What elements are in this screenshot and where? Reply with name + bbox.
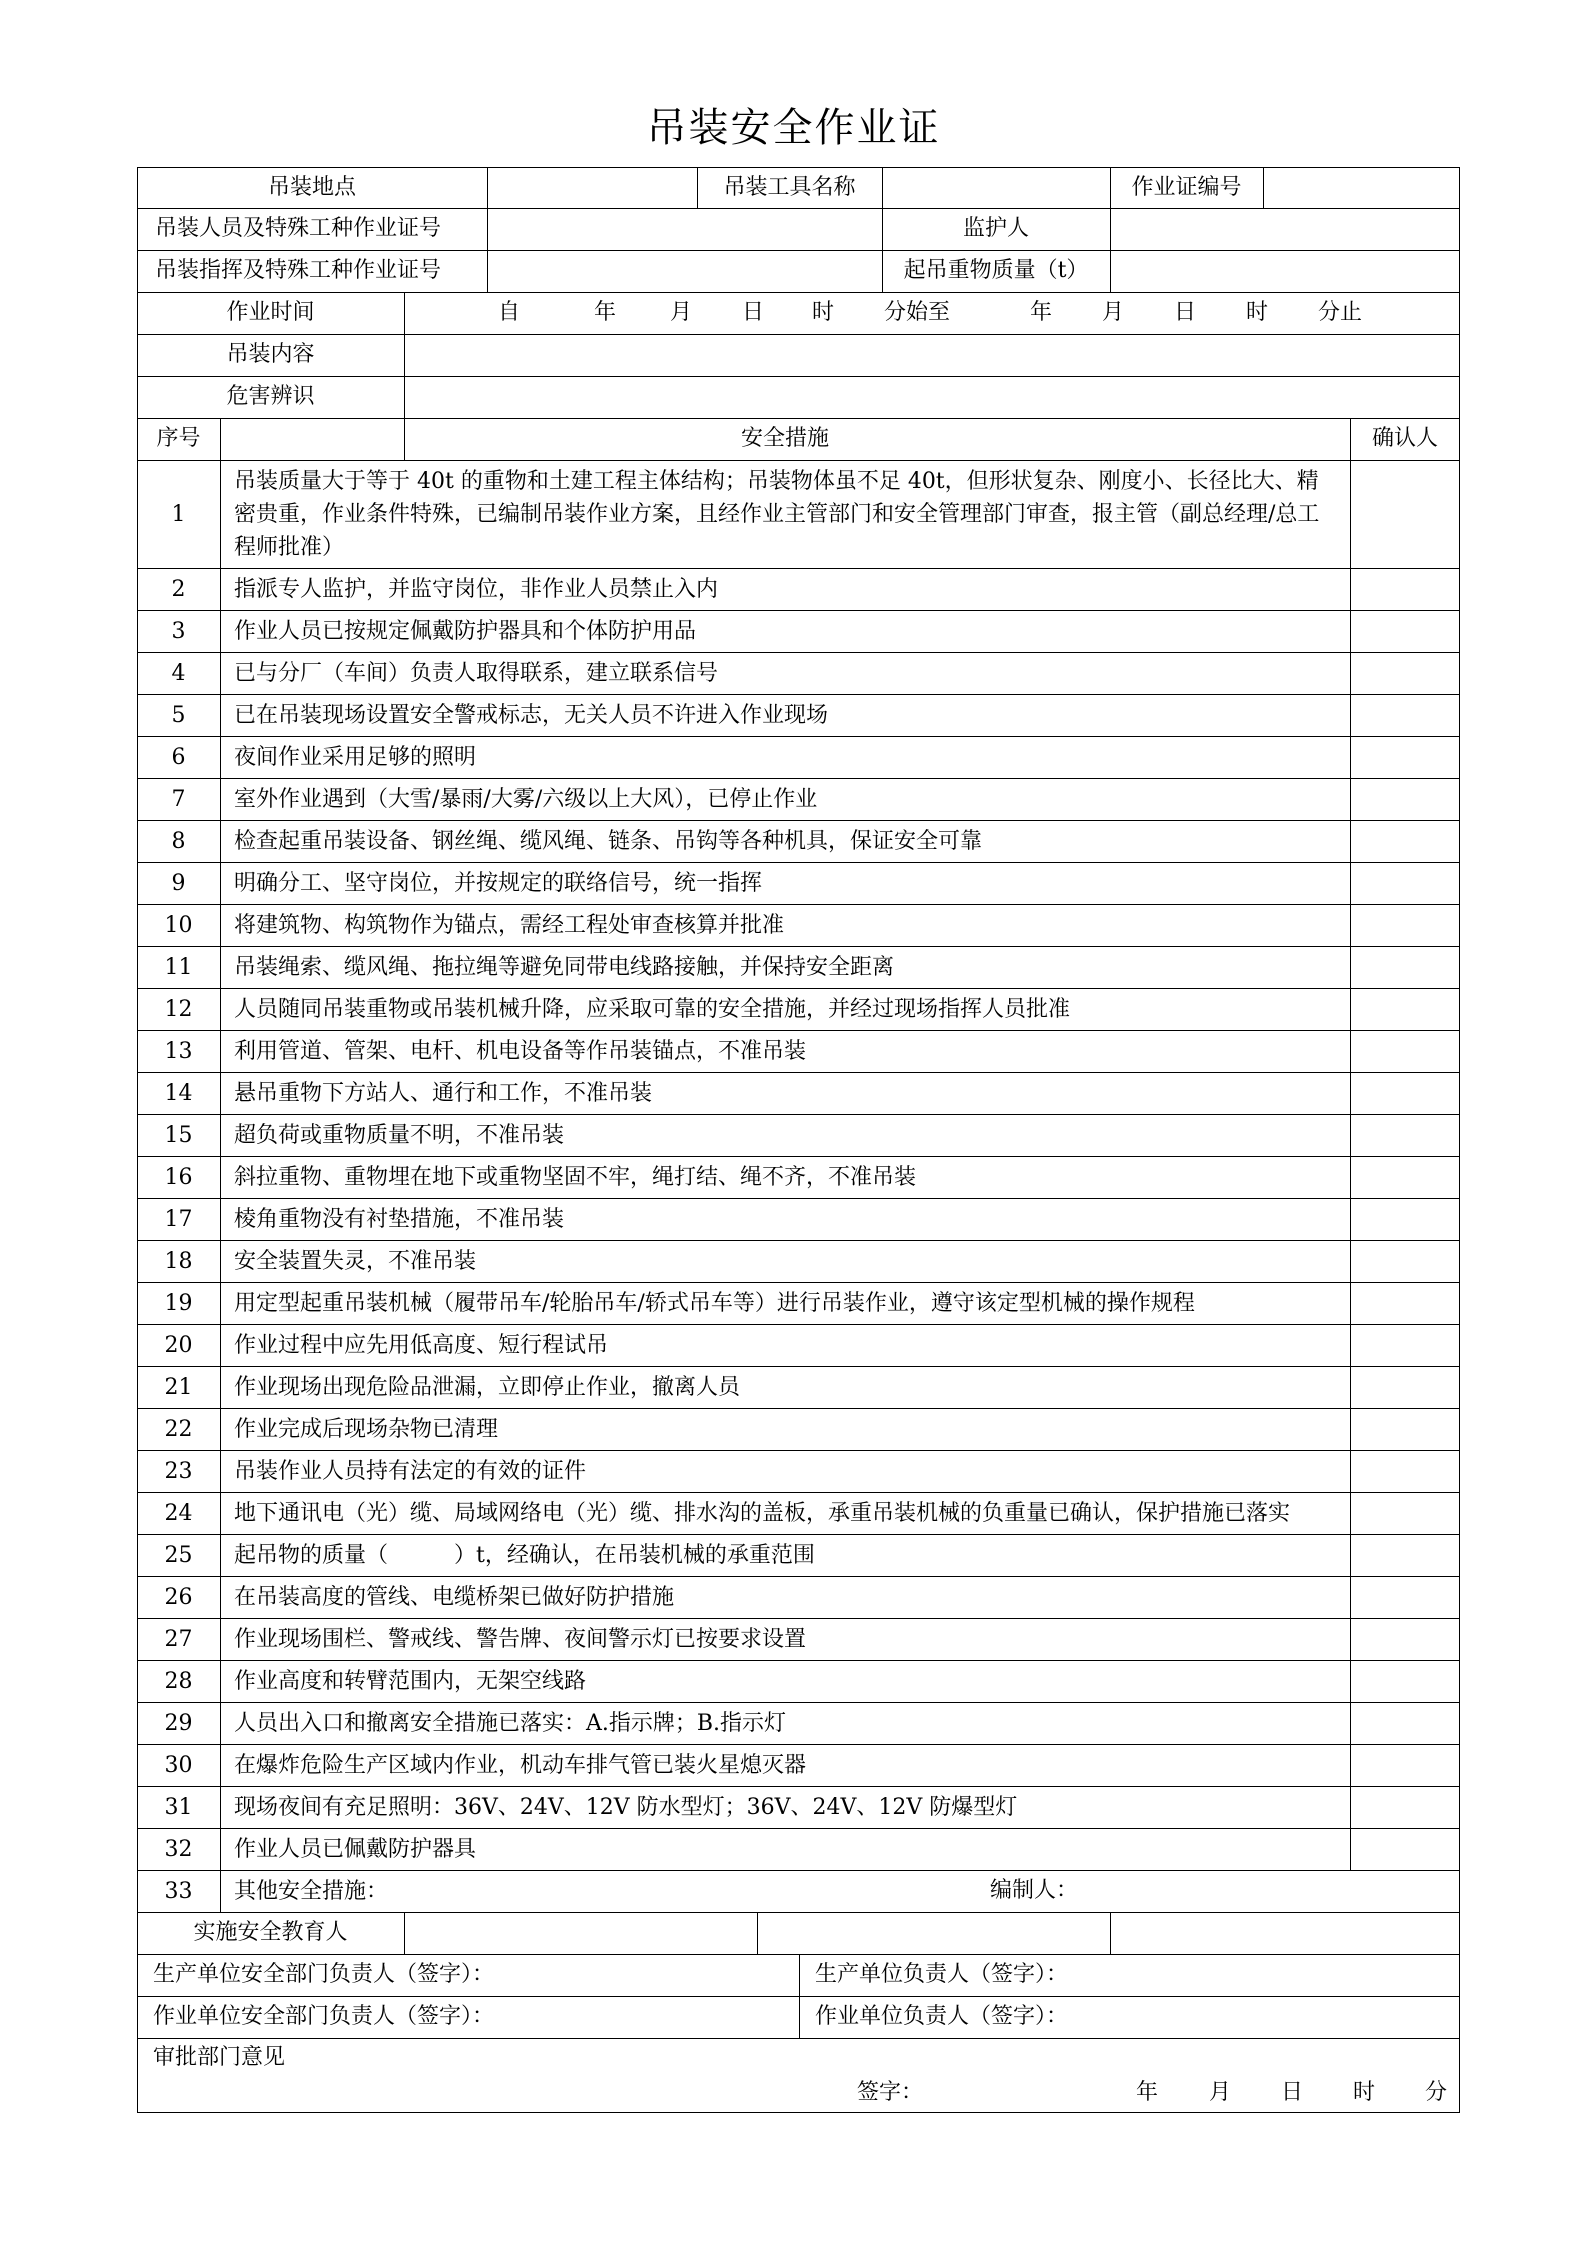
measure-no: 3 [171,618,186,644]
measure-text: 安全装置失灵，不准吊装 [234,1248,477,1274]
measure-text: 将建筑物、构筑物作为锚点，需经工程处审查核算并批准 [234,912,785,938]
measure-no: 4 [171,660,186,686]
measure-confirmer[interactable] [1350,568,1460,610]
measure-confirmer[interactable] [1350,1702,1460,1744]
measure-confirmer[interactable] [1350,652,1460,694]
measure-no: 13 [164,1038,193,1064]
measure-text: 在吊装高度的管线、电缆桥架已做好防护措施 [234,1584,675,1610]
measure-text: 在爆炸危险生产区域内作业，机动车排气管已装火星熄灭器 [234,1752,807,1778]
operators-label: 吊装人员及特殊工种作业证号 [155,216,442,241]
education-field-2[interactable] [757,1912,1110,1954]
measure-confirmer[interactable] [1350,862,1460,904]
measure-no: 7 [171,786,186,812]
measure-no: 32 [164,1836,193,1862]
measure-text: 人员出入口和撤离安全措施已落实：A.指示牌；B.指示灯 [234,1710,787,1736]
measure-text: 夜间作业采用足够的照明 [234,744,477,770]
education-field-3[interactable] [1110,1912,1460,1954]
time-month-1: 月 [670,300,693,325]
time-min-end: 分止 [1318,300,1363,325]
prod-unit-signature[interactable]: 生产单位负责人（签字）： [815,1962,1069,1987]
measure-confirmer[interactable] [1350,1324,1460,1366]
approval-year: 年 [1136,2080,1159,2105]
measure-no: 11 [164,954,193,980]
measure-confirmer[interactable] [1350,1492,1460,1534]
measure-confirmer[interactable] [1350,460,1460,568]
measure-text: 已与分厂（车间）负责人取得联系，建立联系信号 [234,660,719,686]
measure-no: 25 [164,1542,193,1568]
col-header-no: 序号 [156,426,201,451]
measure-confirmer[interactable] [1350,1450,1460,1492]
measure-confirmer[interactable] [1350,1072,1460,1114]
measure-text: 已在吊装现场设置安全警戒标志，无关人员不许进入作业现场 [234,702,829,728]
measure-confirmer[interactable] [1350,1366,1460,1408]
measure-confirmer[interactable] [1350,1576,1460,1618]
measure-confirmer[interactable] [1350,778,1460,820]
time-min-start: 分始至 [884,300,951,325]
approval-month: 月 [1209,2080,1232,2105]
operators-field[interactable] [487,208,882,250]
commander-field[interactable] [487,250,882,292]
approval-minute: 分 [1425,2080,1448,2105]
measure-text: 其他安全措施： [234,1878,389,1904]
prod-safety-dept-signature[interactable]: 生产单位安全部门负责人（签字）： [153,1962,495,1987]
measure-confirmer[interactable] [1350,610,1460,652]
measure-no: 22 [164,1416,193,1442]
measure-text: 作业人员已按规定佩戴防护器具和个体防护用品 [234,618,697,644]
measure-confirmer[interactable] [1350,1240,1460,1282]
measure-no: 12 [164,996,193,1022]
measure-confirmer[interactable] [1350,820,1460,862]
measure-text: 棱角重物没有衬垫措施，不准吊装 [234,1206,565,1232]
time-hour-2: 时 [1246,300,1269,325]
cert-no-field[interactable] [1263,167,1460,208]
location-label: 吊装地点 [267,174,356,200]
approval-hour: 时 [1353,2080,1376,2105]
measure-no: 23 [164,1458,193,1484]
measure-text: 地下通讯电（光）缆、局域网络电（光）缆、排水沟的盖板，承重吊装机械的负重量已确认，保护措施已落实 [234,1500,1291,1526]
measure-no: 31 [164,1794,193,1820]
content-field[interactable] [404,334,1460,376]
measure-text: 起吊物的质量（ ）t，经确认，在吊装机械的承重范围 [234,1542,815,1568]
measure-text: 作业高度和转臂范围内，无架空线路 [234,1668,587,1694]
measure-text: 明确分工、坚守岗位，并按规定的联络信号，统一指挥 [234,870,763,896]
measure-text: 人员随同吊装重物或吊装机械升降，应采取可靠的安全措施，并经过现场指挥人员批准 [234,996,1071,1022]
measure-no: 14 [164,1080,193,1106]
measure-no: 1 [171,501,186,527]
time-hour-1: 时 [812,300,835,325]
measure-text: 检查起重吊装设备、钢丝绳、缆风绳、链条、吊钩等各种机具，保证安全可靠 [234,828,983,854]
measure-text: 吊装质量大于等于 40t 的重物和土建工程主体结构；吊装物体虽不足 40t，但形状复杂、刚度小、长径比大、精密贵重，作业条件特殊，已编制吊装作业方案，且经作业主管部门和安全管理部门审查，报主管（副总经理/总工程师批准） [234,468,1320,560]
measure-confirmer[interactable] [1350,1534,1460,1576]
measure-confirmer[interactable] [1350,1282,1460,1324]
approval-label: 审批部门意见 [153,2045,286,2070]
measure-text: 作业现场出现危险品泄漏，立即停止作业，撤离人员 [234,1374,741,1400]
measure-confirmer[interactable] [1350,1156,1460,1198]
measure-confirmer[interactable] [1350,1114,1460,1156]
time-day-1: 日 [742,300,765,325]
measure-no: 9 [171,870,186,896]
measure-no: 20 [164,1332,193,1358]
measure-confirmer[interactable] [1350,1198,1460,1240]
measure-text: 悬吊重物下方站人、通行和工作，不准吊装 [234,1080,653,1106]
measure-no: 17 [164,1206,193,1232]
measure-no: 5 [171,702,186,728]
measure-confirmer[interactable] [1350,1618,1460,1660]
compiler-label: 编制人： [990,1878,1079,1903]
approval-day: 日 [1281,2080,1304,2105]
measure-confirmer[interactable] [1350,1828,1460,1870]
time-year-2: 年 [1030,300,1053,325]
measure-no: 18 [164,1248,193,1274]
measure-confirmer[interactable] [1350,736,1460,778]
measure-text: 用定型起重吊装机械（履带吊车/轮胎吊车/轿式吊车等）进行吊装作业，遵守该定型机械的操作规程 [234,1290,1195,1316]
col-header-confirmer: 确认人 [1371,426,1438,451]
measure-text: 室外作业遇到（大雪/暴雨/大雾/六级以上大风），已停止作业 [234,786,818,812]
measure-text: 超负荷或重物质量不明，不准吊装 [234,1122,565,1148]
measure-confirmer[interactable] [1350,694,1460,736]
hazard-field[interactable] [404,376,1460,418]
education-label: 实施安全教育人 [193,1920,348,1945]
measure-text: 吊装作业人员持有法定的有效的证件 [234,1458,587,1484]
page-title: 吊装安全作业证 [646,105,941,151]
location-field[interactable] [487,167,697,208]
time-field[interactable] [404,292,1460,334]
guardian-label: 监护人 [962,216,1029,241]
measure-no: 29 [164,1710,193,1736]
time-month-2: 月 [1102,300,1125,325]
hazard-label: 危害辨识 [226,384,315,409]
time-from: 自 [498,300,521,325]
weight-field[interactable] [1110,250,1460,292]
measure-no: 27 [164,1626,193,1652]
time-year-1: 年 [594,300,617,325]
measure-no: 8 [171,828,186,854]
measure-no: 30 [164,1752,193,1778]
approval-sign-label: 签字： [857,2080,924,2105]
measure-confirmer[interactable] [1350,988,1460,1030]
measure-no: 33 [164,1878,193,1904]
measure-no: 28 [164,1668,193,1694]
measure-text: 吊装绳索、缆风绳、拖拉绳等避免同带电线路接触，并保持安全距离 [234,954,895,980]
measure-text: 作业过程中应先用低高度、短行程试吊 [234,1332,609,1358]
measure-confirmer[interactable] [1350,1660,1460,1702]
work-safety-dept-signature[interactable]: 作业单位安全部门负责人（签字）： [153,2004,495,2029]
measure-text: 利用管道、管架、电杆、机电设备等作吊装锚点，不准吊装 [234,1038,807,1064]
cert-no-label: 作业证编号 [1131,174,1242,200]
measure-confirmer[interactable] [1350,1870,1460,1912]
measure-confirmer[interactable] [1350,1408,1460,1450]
measure-text: 现场夜间有充足照明：36V、24V、12V 防水型灯；36V、24V、12V 防爆型灯 [234,1794,1018,1820]
measure-no: 2 [171,576,186,602]
measure-text: 指派专人监护，并监守岗位，非作业人员禁止入内 [234,576,719,602]
measure-text: 作业人员已佩戴防护器具 [234,1836,477,1862]
content-label: 吊装内容 [226,342,315,367]
col-header-measure: 安全措施 [740,426,829,451]
measure-no: 10 [164,912,193,938]
measure-no: 26 [164,1584,193,1610]
measure-text: 作业现场围栏、警戒线、警告牌、夜间警示灯已按要求设置 [234,1626,807,1652]
approval-field[interactable] [137,2074,1460,2112]
weight-label: 起吊重物质量（t） [903,258,1089,283]
measure-confirmer[interactable] [1350,1030,1460,1072]
measure-confirmer[interactable] [1350,904,1460,946]
measure-confirmer[interactable] [1350,946,1460,988]
measure-text: 作业完成后现场杂物已清理 [234,1416,499,1442]
measure-no: 6 [171,744,186,770]
measure-no: 19 [164,1290,193,1316]
time-label: 作业时间 [226,300,315,325]
education-field-1[interactable] [404,1912,757,1954]
work-unit-signature[interactable]: 作业单位负责人（签字）： [815,2004,1069,2029]
measure-confirmer[interactable] [1350,1786,1460,1828]
measure-no: 21 [164,1374,193,1400]
measure-confirmer[interactable] [1350,1744,1460,1786]
tool-label: 吊装工具名称 [723,174,856,200]
guardian-field[interactable] [1110,208,1460,250]
commander-label: 吊装指挥及特殊工种作业证号 [155,258,442,283]
measure-no: 15 [164,1122,193,1148]
time-day-2: 日 [1174,300,1197,325]
measure-text: 斜拉重物、重物埋在地下或重物坚固不牢，绳打结、绳不齐，不准吊装 [234,1164,917,1190]
tool-field[interactable] [882,167,1110,208]
measure-no: 16 [164,1164,193,1190]
measure-no: 24 [164,1500,193,1526]
